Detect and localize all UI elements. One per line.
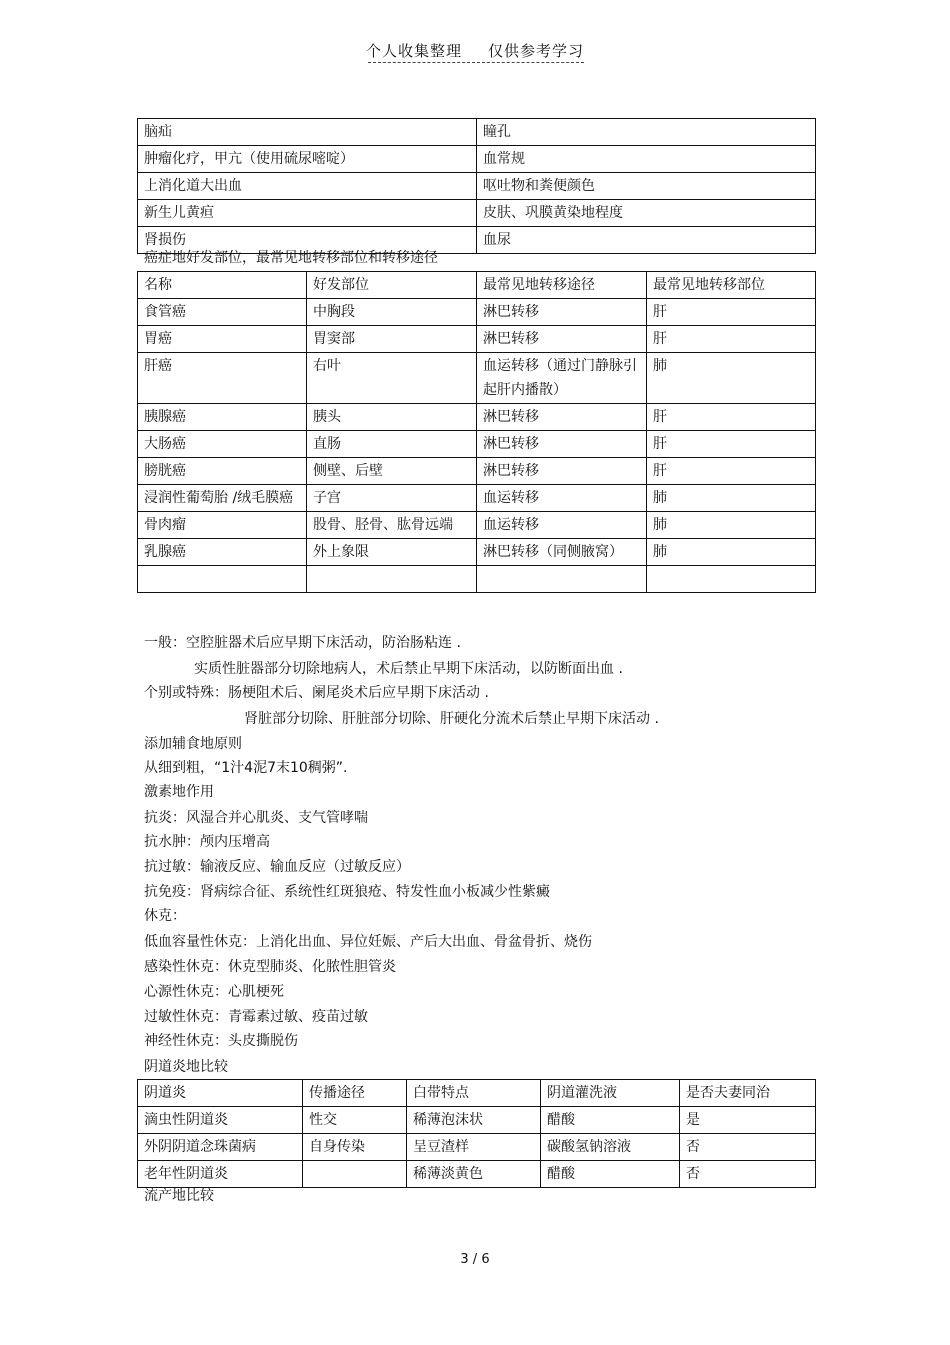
text-line: 抗免疫：肾病综合征、系统性红斑狼疮、特发性血小板减少性紫癜 bbox=[144, 884, 550, 900]
table-row bbox=[138, 458, 816, 485]
text-line: 抗过敏：输液反应、输血反应（过敏反应） bbox=[144, 859, 410, 875]
text-line: 添加辅食地原则 bbox=[144, 736, 242, 752]
table-row bbox=[138, 512, 816, 539]
table-cell: 肝 bbox=[647, 431, 816, 458]
table-cell: 呈豆渣样 bbox=[407, 1134, 541, 1161]
table-header-row bbox=[138, 272, 816, 299]
table-cell: 淋巴转移 bbox=[477, 299, 647, 326]
table-row bbox=[138, 200, 816, 227]
table-row bbox=[138, 1134, 816, 1161]
table-cell: 性交 bbox=[303, 1107, 407, 1134]
table-cell: 外阴阴道念珠菌病 bbox=[138, 1134, 303, 1161]
table-cell: 胃癌 bbox=[138, 326, 307, 353]
table-cell: 脑疝 bbox=[138, 119, 477, 146]
table-cell: 皮肤、巩膜黄染地程度 bbox=[477, 200, 816, 227]
table-cell: 肺 bbox=[647, 512, 816, 539]
table-cell: 胰头 bbox=[307, 404, 477, 431]
table-cell: 上消化道大出血 bbox=[138, 173, 477, 200]
table-row bbox=[138, 431, 816, 458]
table-cell: 呕吐物和粪便颜色 bbox=[477, 173, 816, 200]
table-cell: 血运转移 bbox=[477, 512, 647, 539]
table-cell: 肺 bbox=[647, 539, 816, 566]
table-cell: 浸润性葡萄胎 /绒毛膜癌 bbox=[138, 485, 307, 512]
table-cell: 稀薄淡黄色 bbox=[407, 1161, 541, 1188]
text-line: 阴道炎地比较 bbox=[144, 1059, 228, 1075]
table-cell: 血常规 bbox=[477, 146, 816, 173]
table-row bbox=[138, 326, 816, 353]
table-header-row bbox=[138, 1080, 816, 1107]
table-row bbox=[138, 353, 816, 404]
table-cell: 肝 bbox=[647, 299, 816, 326]
table-cell: 碳酸氢钠溶液 bbox=[541, 1134, 680, 1161]
table-cell: 最常见地转移部位 bbox=[647, 272, 816, 299]
table-cell bbox=[138, 566, 307, 593]
table-row bbox=[138, 119, 816, 146]
table-cell: 肺 bbox=[647, 485, 816, 512]
table-cell: 中胸段 bbox=[307, 299, 477, 326]
text-line: 肾脏部分切除、肝脏部分切除、肝硬化分流术后禁止早期下床活动 . bbox=[244, 711, 659, 727]
table-cell: 直肠 bbox=[307, 431, 477, 458]
text-line: 过敏性休克：青霉素过敏、疫苗过敏 bbox=[144, 1009, 368, 1025]
table-row bbox=[138, 485, 816, 512]
table-cell: 自身传染 bbox=[303, 1134, 407, 1161]
table-row bbox=[138, 299, 816, 326]
text-line: 实质性脏器部分切除地病人，术后禁止早期下床活动，以防断面出血 . bbox=[194, 661, 623, 677]
table-cell: 淋巴转移 bbox=[477, 404, 647, 431]
text-line: 神经性休克：头皮撕脱伤 bbox=[144, 1033, 298, 1049]
page-number: 3 / 6 bbox=[460, 1252, 490, 1267]
text-line: 激素地作用 bbox=[144, 784, 214, 800]
table-cell: 最常见地转移途径 bbox=[477, 272, 647, 299]
table-cell: 名称 bbox=[138, 272, 307, 299]
table-cell: 乳腺癌 bbox=[138, 539, 307, 566]
text-line: 休克： bbox=[144, 908, 186, 924]
table-cell: 瞳孔 bbox=[477, 119, 816, 146]
table-cell bbox=[307, 566, 477, 593]
cancer-table bbox=[137, 271, 816, 593]
table-cell bbox=[477, 566, 647, 593]
table-row bbox=[138, 539, 816, 566]
table-cell: 股骨、胫骨、肱骨远端 bbox=[307, 512, 477, 539]
table-cell: 外上象限 bbox=[307, 539, 477, 566]
table-cell: 肝 bbox=[647, 458, 816, 485]
header-rule bbox=[368, 62, 584, 63]
table-cell: 胃窦部 bbox=[307, 326, 477, 353]
table-cell: 好发部位 bbox=[307, 272, 477, 299]
table-row bbox=[138, 173, 816, 200]
table-cell: 大肠癌 bbox=[138, 431, 307, 458]
table-cell: 淋巴转移 bbox=[477, 431, 647, 458]
table-cell: 肺 bbox=[647, 353, 816, 404]
page-header bbox=[0, 40, 950, 61]
table-cell: 肝 bbox=[647, 404, 816, 431]
table-cell: 是 bbox=[680, 1107, 816, 1134]
table-cell: 子宫 bbox=[307, 485, 477, 512]
table-cell: 淋巴转移（同侧腋窝） bbox=[477, 539, 647, 566]
text-line: 从细到粗，“1汁4泥7末10稠粥”. bbox=[144, 760, 348, 776]
table-cell: 老年性阴道炎 bbox=[138, 1161, 303, 1188]
table-cell bbox=[647, 566, 816, 593]
table-cell: 血尿 bbox=[477, 227, 816, 254]
table-cell: 阴道炎 bbox=[138, 1080, 303, 1107]
table-cell: 醋酸 bbox=[541, 1107, 680, 1134]
table-cell: 膀胱癌 bbox=[138, 458, 307, 485]
table-cell: 稀薄泡沫状 bbox=[407, 1107, 541, 1134]
table-cell: 新生儿黄疸 bbox=[138, 200, 477, 227]
table-cell: 否 bbox=[680, 1161, 816, 1188]
header-left: 个人收集整理 bbox=[365, 42, 462, 60]
table-cell: 肝 bbox=[647, 326, 816, 353]
table-cell: 胰腺癌 bbox=[138, 404, 307, 431]
text-line: 抗水肿：颅内压增高 bbox=[144, 834, 270, 850]
table-row bbox=[138, 146, 816, 173]
table-row bbox=[138, 566, 816, 593]
cancer-section-title: 癌症地好发部位，最常见地转移部位和转移途径 bbox=[144, 250, 438, 266]
table-row bbox=[138, 1161, 816, 1188]
text-line: 低血容量性休克：上消化出血、异位妊娠、产后大出血、骨盆骨折、烧伤 bbox=[144, 934, 592, 950]
table-cell: 骨肉瘤 bbox=[138, 512, 307, 539]
table-cell: 滴虫性阴道炎 bbox=[138, 1107, 303, 1134]
table-cell: 传播途径 bbox=[303, 1080, 407, 1107]
table-cell: 血运转移（通过门静脉引起肝内播散） bbox=[477, 353, 647, 404]
observation-table bbox=[137, 118, 816, 254]
header-right: 仅供参考学习 bbox=[488, 42, 585, 60]
table-cell: 食管癌 bbox=[138, 299, 307, 326]
table-cell bbox=[303, 1161, 407, 1188]
text-line: 抗炎：风湿合并心肌炎、支气管哮喘 bbox=[144, 810, 368, 826]
table-cell: 醋酸 bbox=[541, 1161, 680, 1188]
table-row bbox=[138, 404, 816, 431]
table-cell: 白带特点 bbox=[407, 1080, 541, 1107]
table-cell: 肿瘤化疗，甲亢（使用硫尿嘧啶） bbox=[138, 146, 477, 173]
table-cell: 肾损伤 bbox=[138, 227, 477, 254]
table-cell: 淋巴转移 bbox=[477, 326, 647, 353]
text-line: 个别或特殊：肠梗阻术后、阑尾炎术后应早期下床活动 . bbox=[144, 685, 489, 701]
table-cell: 是否夫妻同治 bbox=[680, 1080, 816, 1107]
table-cell: 淋巴转移 bbox=[477, 458, 647, 485]
text-line: 感染性休克：休克型肺炎、化脓性胆管炎 bbox=[144, 959, 396, 975]
table-cell: 侧壁、后壁 bbox=[307, 458, 477, 485]
table-cell: 右叶 bbox=[307, 353, 477, 404]
vaginitis-table bbox=[137, 1079, 816, 1188]
text-line: 一般：空腔脏器术后应早期下床活动，防治肠粘连 . bbox=[144, 635, 461, 651]
table-cell: 肝癌 bbox=[138, 353, 307, 404]
abortion-section-title: 流产地比较 bbox=[144, 1188, 214, 1204]
table-row bbox=[138, 1107, 816, 1134]
text-line: 心源性休克：心肌梗死 bbox=[144, 984, 284, 1000]
table-cell: 否 bbox=[680, 1134, 816, 1161]
table-cell: 血运转移 bbox=[477, 485, 647, 512]
table-cell: 阴道灌洗液 bbox=[541, 1080, 680, 1107]
